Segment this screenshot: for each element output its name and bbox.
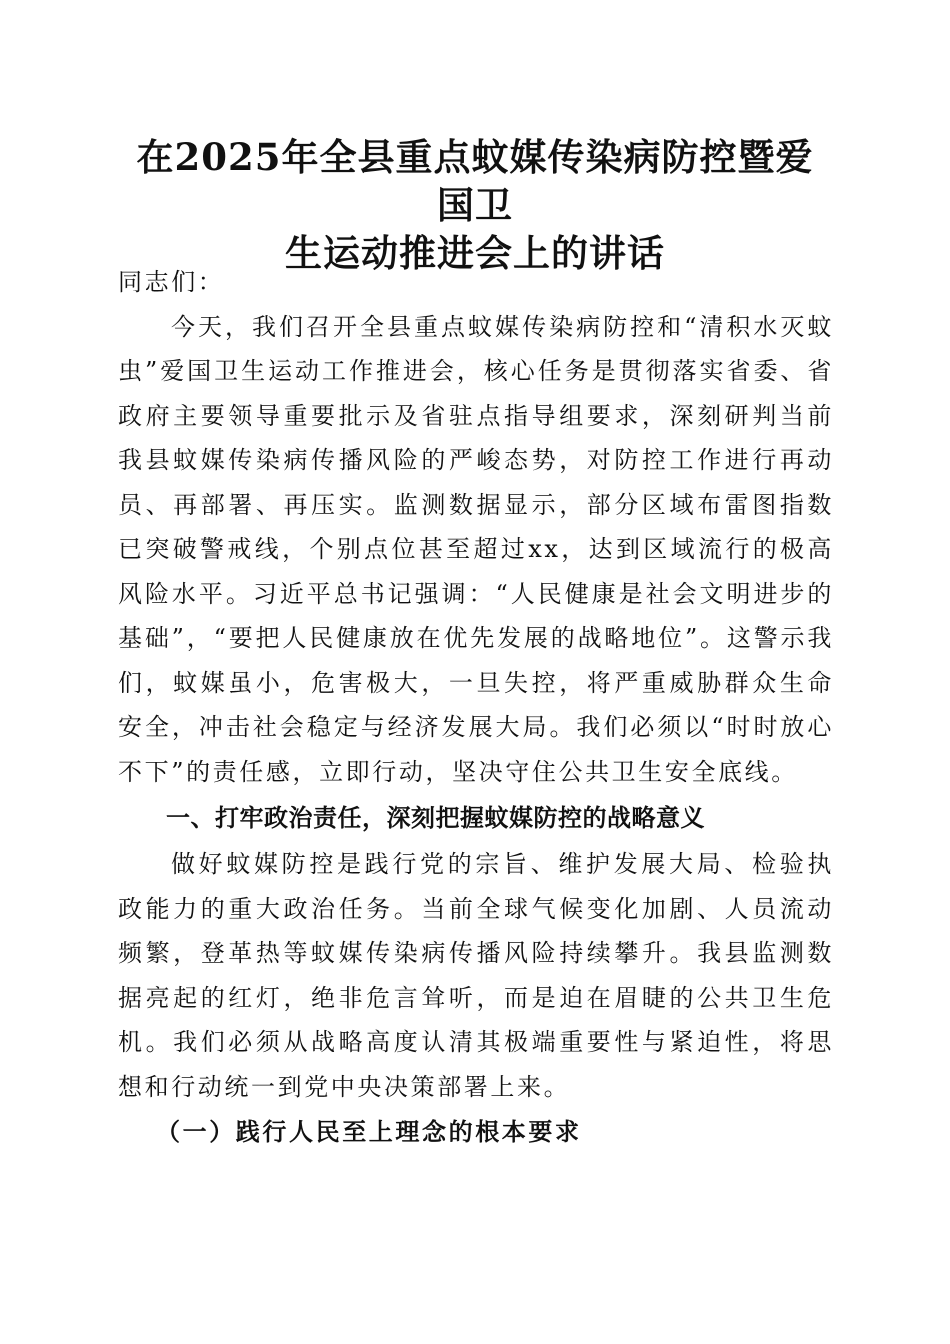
- document-title: [118, 133, 832, 277]
- subsection-heading-1-1: （一）践行人民至上理念的根本要求: [156, 1117, 582, 1146]
- section-heading-1: 一、打牢政治责任，深刻把握蚊媒防控的战略意义: [166, 804, 705, 832]
- title-line-1: 在2025年全县重点蚊媒传染病防控暨爱国卫: [136, 135, 814, 227]
- title-line-2: 生运动推进会上的讲话: [285, 231, 665, 275]
- salutation: 同志们：: [118, 268, 225, 296]
- paragraph-opening: 今天，我们召开全县重点蚊媒传染病防控和“清积水灭蚊虫”爱国卫生运动工作推进会，核心任务是贯彻落实省委、省政府主要领导重要批示及省驻点指导组要求，深刻研判当前我县蚊媒传染病传播风险的严峻态势，对防控工作进行再动员、再部署、再压实。监测数据显示，部分区域布雷图指数已突破警戒线，个别点位甚至超过xx，达到区域流行的极高风险水平。习近平总书记强调：“人民健康是社会文明进步的基础”，“要把人民健康放在优先发展的战略地位”。这警示我们，蚊媒虽小，危害极大，一旦失控，将严重威胁群众生命安全，冲击社会稳定与经济发展大局。我们必须以“时时放心不下”的责任感，立即行动，坚决守住公共卫生安全底线。: [118, 312, 834, 786]
- document-body: [118, 260, 834, 1155]
- paragraph-section-1: 做好蚊媒防控是践行党的宗旨、维护发展大局、检验执政能力的重大政治任务。当前全球气候变化加剧、人员流动频繁，登革热等蚊媒传染病传播风险持续攀升。我县监测数据亮起的红灯，绝非危言耸听，而是迫在眉睫的公共卫生危机。我们必须从战略高度认清其极端重要性与紧迫性，将思想和行动统一到党中央决策部署上来。: [118, 850, 834, 1101]
